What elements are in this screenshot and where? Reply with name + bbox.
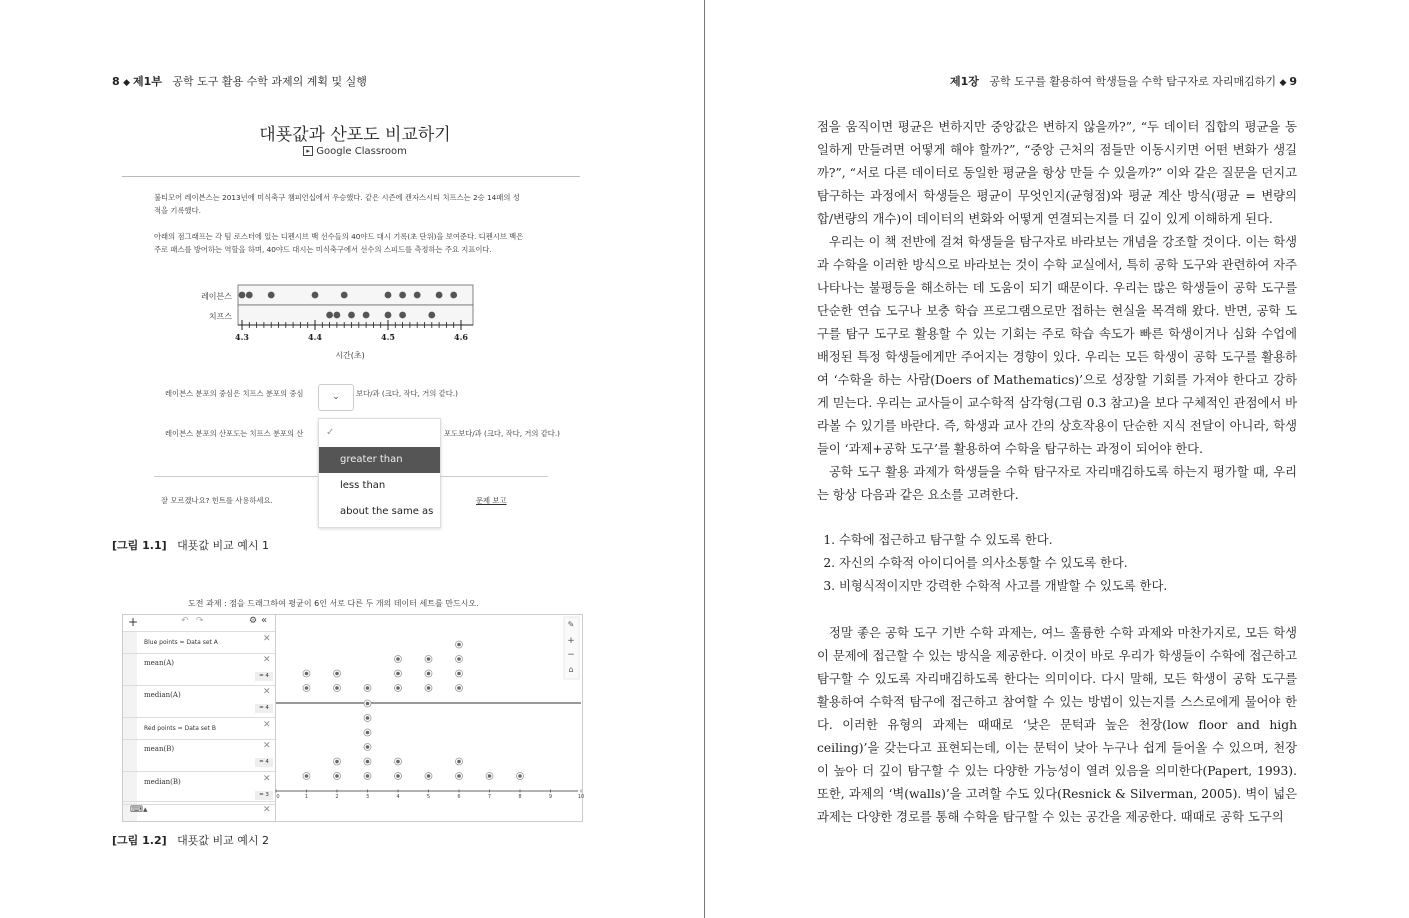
close-icon[interactable]: ✕ (263, 634, 271, 644)
paragraph: 정말 좋은 공학 도구 기반 수학 과제는, 여느 훌륭한 수학 과제와 마찬가지로, 모든 학생이 문제에 접근할 수 있는 방식을 제공한다. 이것이 바로 우리가 학생들이 수학에 접근하고 탐구할 수 있도록 자리매김하도록 한다는 의미이다. 다시 말해, 모든 학생이 공학 도구를 활용하여 수학적 탐구에 접근하고 참여할 수 있는 방법이 있는지를 스스로에게 물어야 한다. 이러한 유형의 과제는 때때로 ‘낮은 문턱과 높은 천장(low floor and high ceiling)’을 갖는다고 표현되는데, 이는 문턱이 낮아 누구나 쉽게 들어올 수 있으며, 천장이 높아 더 깊이 탐구할 수 있는 다양한 가능성이 열려 있음을 의미한다(Papert, 1993). 또한, 과제의 ‘벽(walls)’을 고려할 수도 있다(Resnick & Silverman, 2005). 벽이 넓은 과제는 다양한 경로를 통해 수학을 탐구할 수 있는 공간을 제공한다. 때때로 공학 도구의 (817, 626, 1297, 824)
settings-icon[interactable]: ⚙ (249, 616, 258, 626)
dot-plot-point (450, 292, 457, 299)
data-point (305, 672, 309, 676)
data-point (366, 702, 370, 706)
algebra-row-value: = 4 (255, 672, 273, 681)
close-icon[interactable]: ✕ (263, 720, 271, 730)
data-point (335, 672, 339, 676)
dot-plot-point (399, 312, 406, 319)
figure1-footer-rule-left (154, 476, 318, 477)
add-icon[interactable]: + (128, 615, 139, 629)
close-icon[interactable]: ✕ (263, 741, 271, 751)
dot-plot-tick-label: 4.5 (381, 332, 395, 342)
close-icon[interactable]: ✕ (263, 687, 271, 697)
classroom-label: Google Classroom (316, 146, 407, 157)
algebra-row[interactable] (123, 653, 275, 686)
paragraph: 공학 도구 활용 과제가 학생들을 수학 탐구자로 자리매김하도록 하는지 평가할 때, 우리는 항상 다음과 같은 요소를 고려한다. (817, 465, 1297, 502)
list-item: 3. 비형식적이지만 강력한 수학적 사고를 개발할 수 있도록 한다. (839, 575, 1297, 598)
data-point (457, 657, 461, 661)
paragraph: 점을 움직이면 평균은 변하지만 중앙값은 변하지 않을까?”, “두 데이터 집합의 평균을 동일하게 만들려면 어떻게 해야 할까?”, “중앙 근처의 점들만 이동시키면 어떤 변화가 생길까?”, “서로 다른 데이터로 동일한 평균을 항상 만들 수 있을까?” 이와 같은 질문을 던지고 탐구하는 과정에서 학생들은 평균이 무엇인지(균형점)와 평균 계산 방식(평균 = 변량의 합/변량의 개수)이 데이터의 변화와 어떻게 연결되는지를 더 깊이 있게 이해하게 된다. (817, 120, 1297, 226)
question1-text: 레이븐스 분포의 중심은 치프스 분포의 중심 (165, 389, 304, 398)
question2-dropdown-menu[interactable] (318, 418, 441, 528)
dot-plot-series-label: 레이븐스 (201, 292, 232, 301)
dot-plot-point (363, 312, 370, 319)
left-part-label: 제1부 (132, 75, 162, 88)
figure1-rule (122, 176, 580, 177)
data-point (457, 643, 461, 647)
data-point (396, 672, 400, 676)
figure2-caption-label: [그림 1.2] (112, 834, 167, 847)
data-point (427, 672, 431, 676)
dot-plot-tick-label: 4.4 (308, 332, 322, 342)
data-point (366, 731, 370, 735)
dot-plot-tick-label: 4.3 (235, 332, 249, 342)
dot-plot-tick-label: 4.6 (454, 332, 468, 342)
page-divider (704, 0, 705, 918)
home-icon[interactable]: ⌂ (568, 665, 574, 674)
data-point (427, 686, 431, 690)
dot-plot-chart (190, 280, 490, 365)
figure1-intro: 불티모어 레이븐스는 2013년에 미식축구 챔피언십에서 우승했다. 같은 시즌에 캔자스시티 치프스는 2승 14패의 성적을 기록했다. (154, 193, 520, 215)
data-point (396, 686, 400, 690)
question1-dropdown[interactable] (318, 384, 354, 411)
figure1-title: 대푯값과 산포도 비교하기 (259, 125, 451, 145)
x-axis-tick-label: 6 (457, 794, 461, 800)
data-point (457, 672, 461, 676)
algebra-row[interactable] (123, 718, 275, 740)
x-axis-tick-label: 1 (304, 794, 309, 800)
algebra-row-value: = 4 (255, 758, 273, 767)
dot-plot-series-label: 치프스 (208, 312, 232, 321)
data-point (366, 686, 370, 690)
figure1-footer-rule-right (440, 476, 548, 477)
data-point (457, 760, 461, 764)
figure1-dotplot-desc: 아래의 점그래프는 각 팀 로스터에 있는 디펜시브 백 선수들의 40야드 대시 기록(초 단위)을 보여준다. 디펜시브 백은 주로 패스를 방어하는 역할을 하며, 40야드 대시는 미식축구에서 선수의 스피드를 측정하는 주요 지표이다. (154, 232, 524, 254)
wrench-icon[interactable]: ✎ (567, 620, 575, 629)
data-point (366, 774, 370, 778)
dropdown-option-greater-than[interactable]: greater than (319, 447, 440, 473)
chiefs-track (238, 305, 473, 325)
algebra-row[interactable] (123, 685, 275, 718)
close-icon[interactable]: ✕ (263, 655, 271, 665)
keyboard-icon[interactable]: ⌨▴ (130, 805, 148, 815)
data-point (366, 760, 370, 764)
close-icon[interactable]: ✕ (263, 805, 271, 815)
algebra-row-value: = 3 (255, 791, 273, 800)
classroom-icon: ▸ (303, 146, 313, 156)
question1-suffix: 보다/과 (크다, 작다, 거의 같다.) (356, 389, 458, 398)
x-axis-tick-label: 2 (335, 794, 339, 800)
dot-plot-point (341, 292, 348, 299)
dot-plot-point (239, 292, 246, 299)
data-point (305, 774, 309, 778)
right-chapter-label: 제1장 (950, 75, 979, 88)
dot-plot-point (334, 312, 341, 319)
dot-plot-point (326, 312, 333, 319)
left-page-header (112, 73, 367, 89)
hint-text[interactable]: 잘 모르겠나요? 힌트를 사용하세요. (161, 496, 273, 505)
x-axis-tick-label: 3 (365, 794, 370, 800)
figure1-caption-label: [그림 1.1] (112, 539, 167, 552)
dropdown-option-less-than[interactable]: less than (340, 480, 386, 491)
x-axis-tick-label: 5 (426, 794, 431, 800)
data-point (305, 686, 309, 690)
collapse-icon[interactable]: « (261, 615, 268, 626)
geogebra-applet[interactable] (122, 614, 583, 822)
algebra-row-label: Blue points = Data set A (144, 639, 218, 646)
data-point (427, 657, 431, 661)
challenge-text: 도전 과제 : 점을 드래그하여 평균이 6인 서로 다른 두 개의 데이터 세트를 만드시오. (188, 599, 479, 608)
dot-plot-point (399, 292, 406, 299)
algebra-toolbar (123, 615, 275, 632)
right-body (817, 116, 1297, 829)
right-page-header (950, 73, 1297, 89)
algebra-row-label: mean(B) (144, 745, 175, 753)
dot-plot-point (312, 292, 319, 299)
zoom-in-icon[interactable]: + (567, 636, 575, 646)
x-axis-tick-label: 8 (518, 794, 522, 800)
data-point (396, 657, 400, 661)
dot-plot-point (385, 292, 392, 299)
figure2-caption (112, 832, 269, 848)
x-axis-tick-label: 0 (276, 794, 280, 800)
chevron-down-icon: ⌄ (332, 392, 340, 402)
algebra-row-label: mean(A) (144, 659, 174, 667)
google-classroom-link[interactable] (280, 146, 430, 157)
dot-plot-point (385, 312, 392, 319)
x-axis-tick-label: 7 (487, 794, 492, 800)
data-point (396, 774, 400, 778)
dot-plot-point (436, 292, 443, 299)
right-header-title: 공학 도구를 활용하여 학생들을 수학 탐구자로 자리매김하기 (989, 75, 1277, 88)
algebra-row[interactable] (123, 632, 275, 654)
question2-text: 레이븐스 분포의 산포도는 치프스 분포의 산 (165, 429, 304, 438)
dot-plot-point (246, 292, 253, 299)
zoom-out-icon[interactable]: − (567, 650, 575, 660)
data-point (366, 716, 370, 720)
algebra-input-row[interactable] (123, 801, 275, 822)
dot-plot-point (268, 292, 275, 299)
algebra-row-label: median(B) (144, 778, 181, 786)
paragraph: 우리는 이 책 전반에 걸쳐 학생들을 탐구자로 바라보는 개념을 강조할 것이다. 이는 학생과 수학을 이러한 방식으로 바라보는 것이 수학 교실에서, 특히 공학 도구와 관련하여 자주 나타나는 불평등을 해소하는 데 도움이 되기 때문이다. 우리는 많은 학생들이 공학 도구를 단순한 연습 도구나 보충 학습 프로그램으로만 접하는 현실을 목격해 왔다. 반면, 공학 도구를 탐구 도구로 활용할 수 있는 기회는 주로 학습 속도가 빠른 학생이거나 심화 수업에 배정된 특정 학생들에게만 주어지는 경향이 있다. 우리는 모든 학생이 공학 도구를 활용하여 ‘수학을 하는 사람(Doers of Mathematics)’으로 성장할 기회를 가져야 한다고 강하게 믿는다. 우리는 교사들이 교수학적 삼각형(그림 0.3 참고)을 보다 구체적인 관점에서 바라볼 수 있기를 바란다. 즉, 학생과 교사 간의 상호작용이 단순한 지식 전달이 아니라, 학생들이 ‘과제+공학 도구’를 활용하여 수학을 탐구하는 과정이 되어야 한다. (817, 235, 1297, 456)
data-point (396, 760, 400, 764)
data-point (335, 760, 339, 764)
criteria-list (817, 529, 1297, 598)
dot-plot-point (428, 312, 435, 319)
data-point (457, 774, 461, 778)
list-item: 1. 수학에 접근하고 탐구할 수 있도록 한다. (839, 529, 1297, 552)
figure1-caption-text: 대푯값 비교 예시 1 (177, 539, 269, 552)
algebra-row[interactable] (123, 739, 275, 772)
figure1-caption (112, 537, 269, 553)
data-point (335, 774, 339, 778)
figure2-caption-text: 대푯값 비교 예시 2 (177, 834, 269, 847)
right-page-number: 9 (1289, 75, 1297, 88)
algebra-panel (123, 615, 276, 821)
view-problem-link[interactable]: 문제 보고 (476, 496, 507, 505)
dot-plot-x-label: 시간(초) (335, 351, 365, 360)
x-axis-tick-label: 9 (548, 794, 553, 800)
data-point (457, 686, 461, 690)
algebra-row-label: median(A) (144, 691, 181, 699)
geogebra-graphics-view[interactable] (276, 615, 585, 821)
diamond-icon: ◆ (1279, 78, 1290, 88)
left-header-title: 공학 도구 활용 수학 과제의 계획 및 실행 (172, 75, 367, 88)
dot-plot-point (414, 292, 421, 299)
algebra-row-value: = 4 (255, 704, 273, 713)
data-point (518, 774, 522, 778)
x-axis-tick-label: 10 (577, 794, 585, 800)
dropdown-option-about-the-same[interactable]: about the same as (340, 506, 434, 517)
redo-icon[interactable]: ↷ (196, 616, 204, 626)
algebra-row-label: Red points = Data set B (144, 725, 217, 732)
diamond-icon: ◆ (123, 78, 133, 88)
undo-icon[interactable]: ↶ (181, 616, 189, 626)
close-icon[interactable]: ✕ (263, 774, 271, 784)
data-point (366, 745, 370, 749)
data-point (335, 686, 339, 690)
dot-plot-point (348, 312, 355, 319)
data-point (488, 774, 492, 778)
data-point (427, 774, 431, 778)
left-page-number: 8 (112, 75, 120, 88)
list-item: 2. 자신의 수학적 아이디어를 의사소통할 수 있도록 한다. (839, 552, 1297, 575)
question2-suffix: 포도보다/과 (크다, 작다, 거의 같다.) (444, 429, 561, 438)
checkmark-icon: ✓ (326, 427, 335, 438)
x-axis-tick-label: 4 (396, 794, 400, 800)
